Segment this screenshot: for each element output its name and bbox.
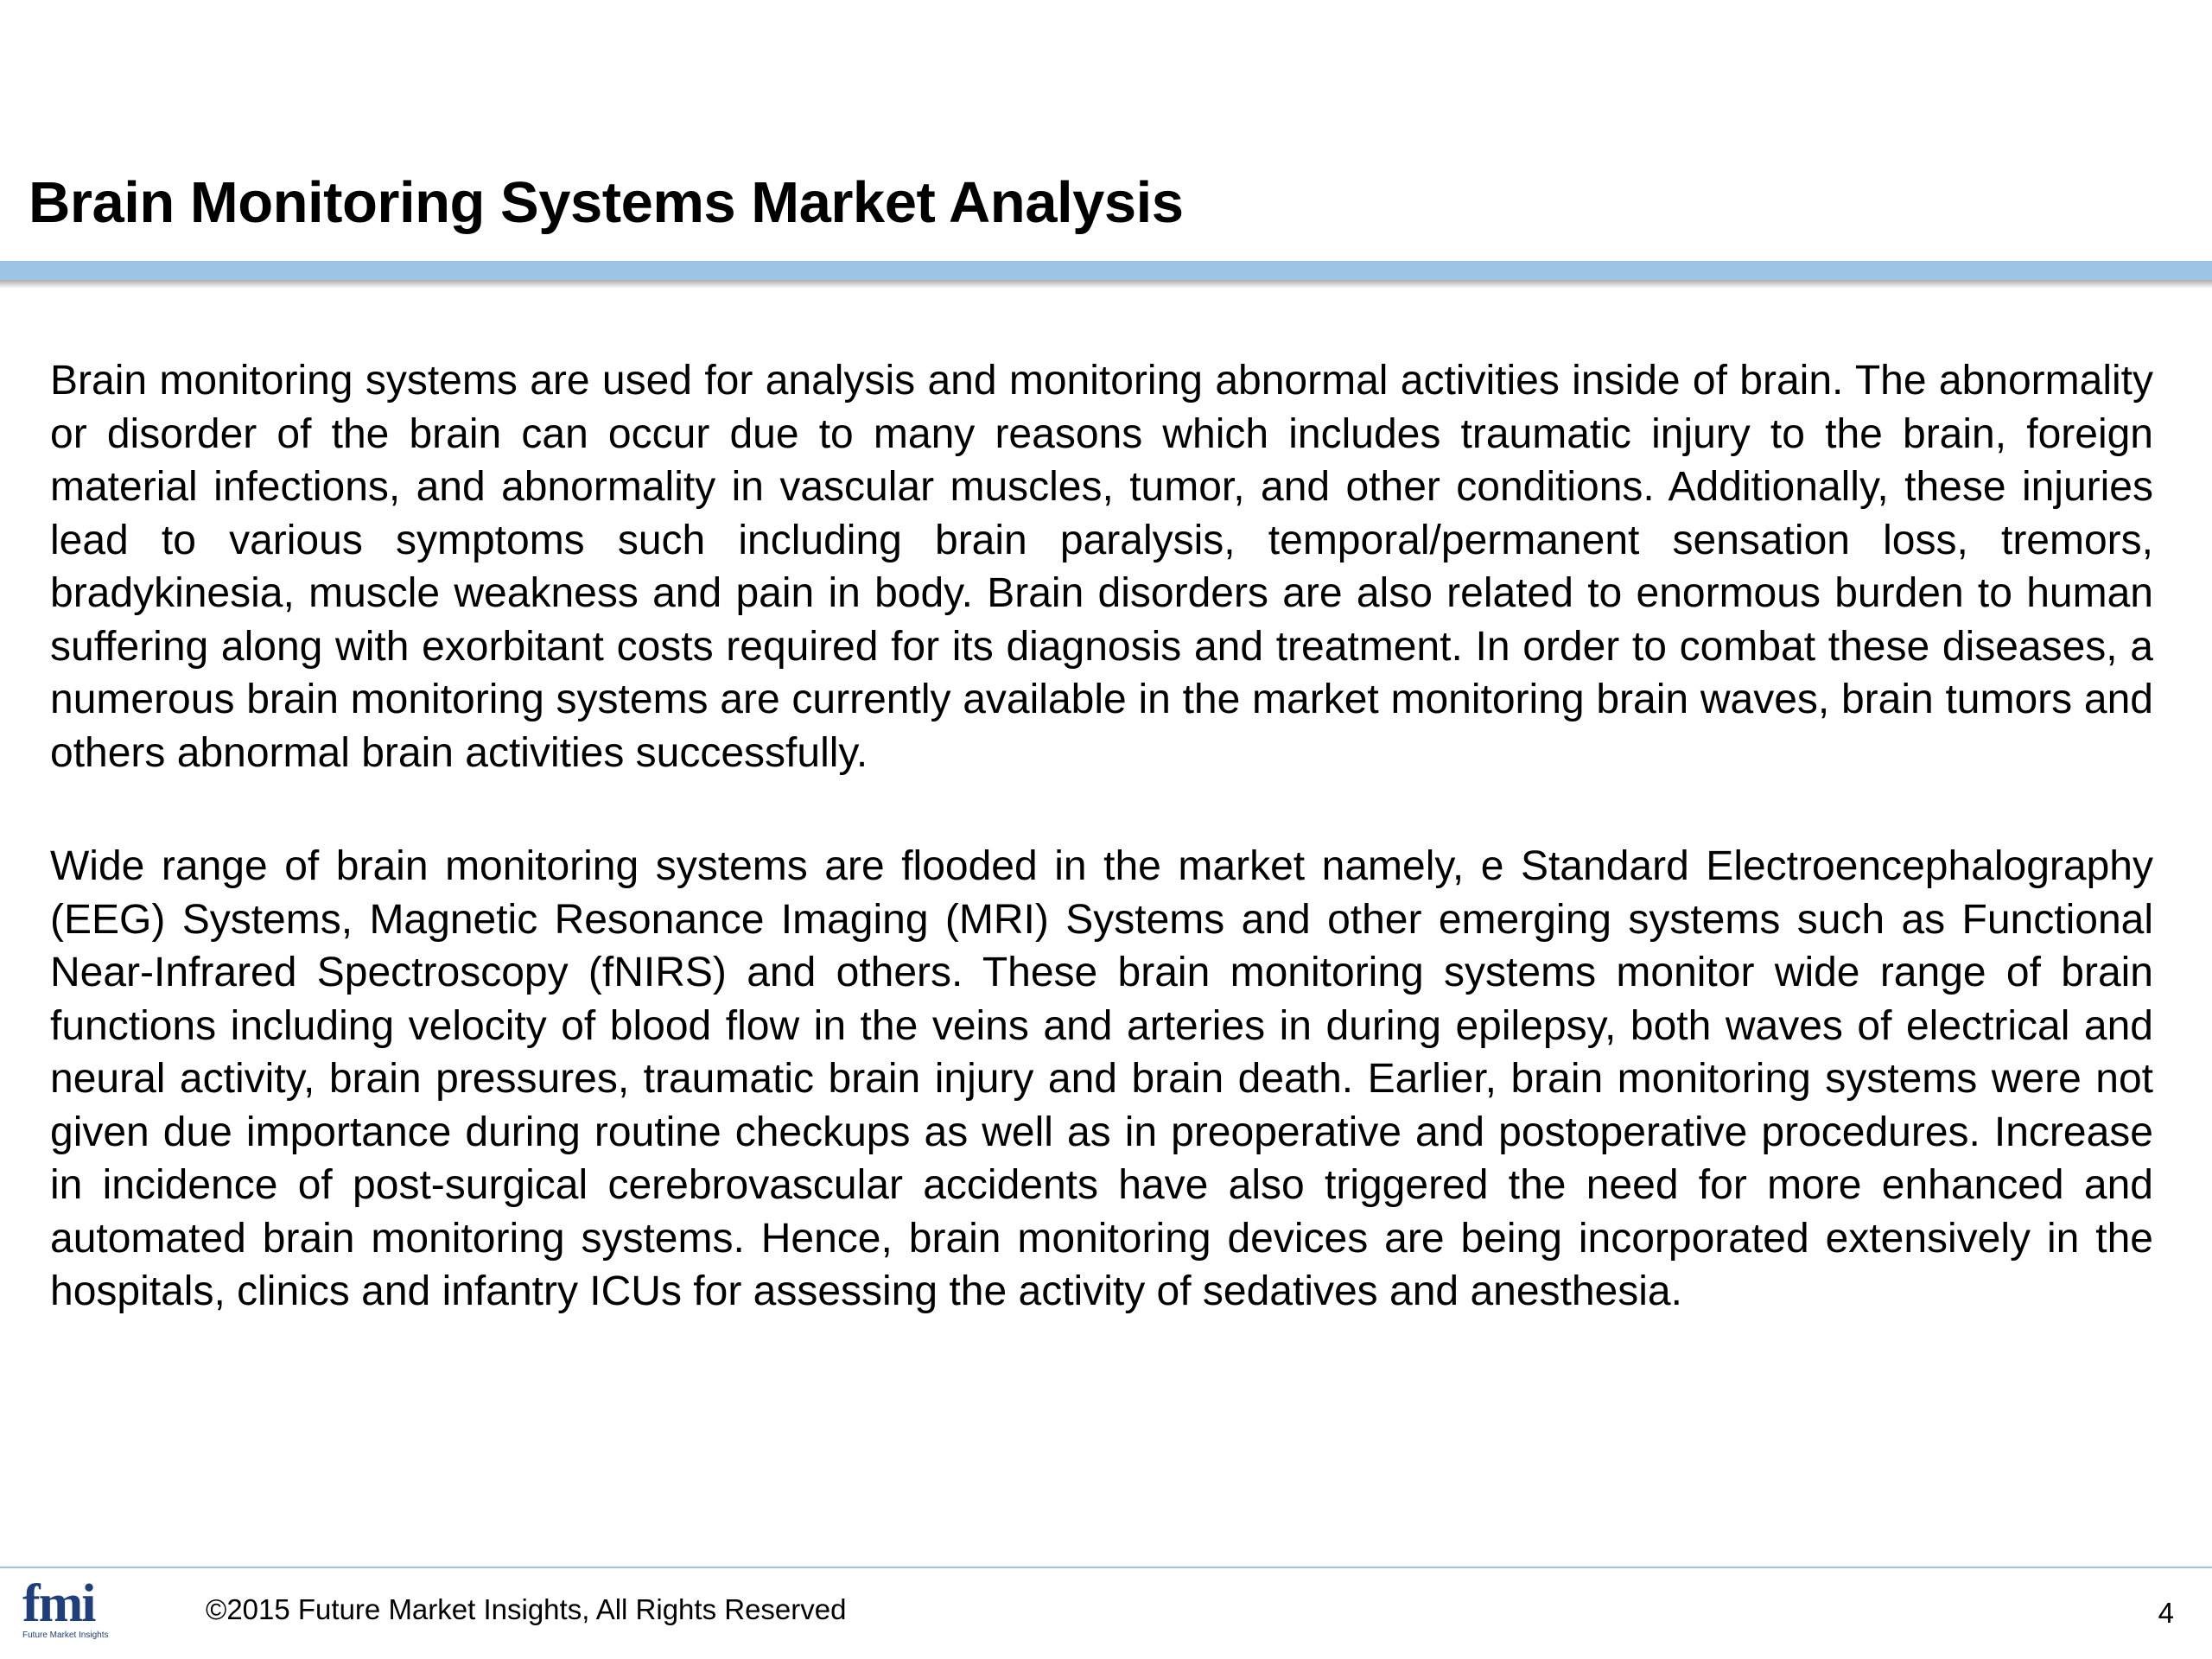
fmi-logo [22, 1574, 143, 1642]
body-paragraph-1: Brain monitoring systems are used for analysis and monitoring abnormal activities inside of brain. The abnormality or disorder of the brain can occur due to many reasons which includes traumatic injury to the brain, foreign material infections, and abnormality in vascular muscles, tumor, and other conditions. Additionally, these injuries lead to various symptoms such including brain paralysis, temporal/permanent sensation loss, tremors, bradykinesia, muscle weakness and pain in body. Brain disorders are also related to enormous burden to human suffering along with exorbitant costs required for its diagnosis and treatment. In order to combat these diseases, a numerous brain monitoring systems are currently available in the market monitoring brain waves, brain tumors and others abnormal brain activities successfully. [50, 358, 2153, 776]
title-underline-shadow [0, 280, 2212, 289]
page-number: 4 [2158, 1597, 2174, 1629]
title-underline-bar [0, 261, 2212, 280]
footer-divider [0, 1567, 2212, 1568]
copyright-notice: ©2015 Future Market Insights, All Rights Reserved [206, 1593, 847, 1625]
slide-title: Brain Monitoring Systems Market Analysis [29, 170, 1184, 235]
slide-body [50, 354, 2153, 1319]
logo-tagline: Future Market Insights [22, 1630, 109, 1640]
logo-wordmark: fmi [22, 1574, 95, 1633]
body-paragraph-2: Wide range of brain monitoring systems are flooded in the market namely, e Standard Electroencephalography (EEG) Systems, Magnetic Resonance Imaging (MRI) Systems and other emerging systems such as Functional Near-Infrared Spectroscopy (fNIRS) and others. These brain monitoring systems monitor wide range of brain functions including velocity of blood flow in the veins and arteries in during epilepsy, both waves of electrical and neural activity, brain pressures, traumatic brain injury and brain death. Earlier, brain monitoring systems were not given due importance during routine checkups as well as in preoperative and postoperative procedures. Increase in incidence of post-surgical cerebrovascular accidents have also triggered the need for more enhanced and automated brain monitoring systems. Hence, brain monitoring devices are being incorporated extensively in the hospitals, clinics and infantry ICUs for assessing the activity of sedatives and anesthesia. [50, 843, 2153, 1314]
